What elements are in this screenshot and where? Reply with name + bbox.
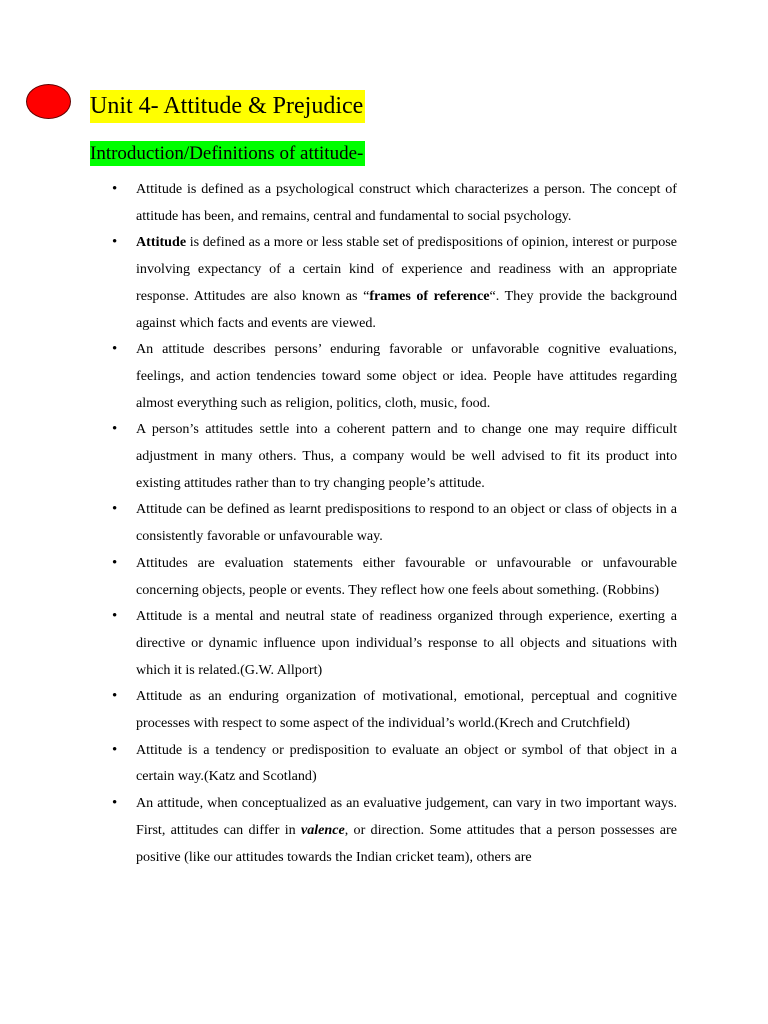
list-item: [108, 336, 677, 416]
item-text: Attitudes are evaluation statements either favourable or unfavourable or unfavourable concerning objects, people or events. They reflect how one feels about something. (Robbins): [136, 554, 677, 598]
list-item: [108, 229, 677, 336]
list-item: [108, 176, 677, 229]
item-text: An attitude, when conceptualized as an evaluative judgement, can vary in two important ways. First, attitudes can differ in: [136, 795, 677, 838]
list-item: [108, 683, 677, 736]
item-text: Attitude is a tendency or predisposition to evaluate an object or symbol of that object in a certain way.(Katz and Scotland): [136, 741, 677, 785]
item-text: , or direction. Some attitudes that a person possesses are positive (like our attitudes towards the Indian cricket team), others are: [136, 821, 677, 865]
list-item: [108, 416, 677, 496]
list-item: [108, 496, 677, 549]
item-text: Attitude as an enduring organization of motivational, emotional, perceptual and cognitive processes with respect to some aspect of the individual’s world.(Krech and Crutchfield): [136, 688, 677, 732]
item-text: Attitude can be defined as learnt predispositions to respond to an object or class of objects in a consistently favorable or unfavourable way.: [136, 501, 677, 545]
item-text: Attitude is defined as a psychological construct which characterizes a person. The concept of attitude has been, and remains, central and fundamental to social psychology.: [136, 181, 677, 224]
list-item: [108, 790, 677, 870]
definition-list: [108, 176, 677, 870]
list-item: [108, 603, 677, 683]
bold-term: frames of reference: [369, 287, 490, 304]
page-title: Unit 4- Attitude & Prejudice: [90, 90, 365, 123]
red-circle-marker: [26, 84, 71, 119]
section-heading: Introduction/Definitions of attitude-: [90, 143, 364, 164]
item-text: Attitude is a mental and neutral state of readiness organized through experience, exerting a directive or dynamic influence upon individual’s response to all objects and situations with which it is related.(G.W. Allport): [136, 608, 677, 678]
list-item: [108, 550, 677, 603]
item-text: is defined as a more or less stable set of predispositions of opinion, interest or purpose involving expectancy of a certain kind of experience and readiness with an appropriate response. Attitudes are also known as “: [136, 234, 677, 304]
list-item: [108, 737, 677, 790]
item-text: A person’s attitudes settle into a coherent pattern and to change one may require difficult adjustment in many others. Thus, a company would be well advised to fit its product into existing attitudes rather than to try changing people’s attitude.: [136, 421, 677, 491]
bold-italic-term: valence: [300, 821, 345, 838]
item-text: An attitude describes persons’ enduring favorable or unfavorable cognitive evaluations, feelings, and action tendencies toward some object or idea. People have attitudes regarding almost everything such as religion, politics, cloth, music, food.: [136, 341, 677, 411]
bold-term: Attitude: [136, 234, 187, 251]
item-text: “. They provide the background against which facts and events are viewed.: [136, 287, 677, 331]
